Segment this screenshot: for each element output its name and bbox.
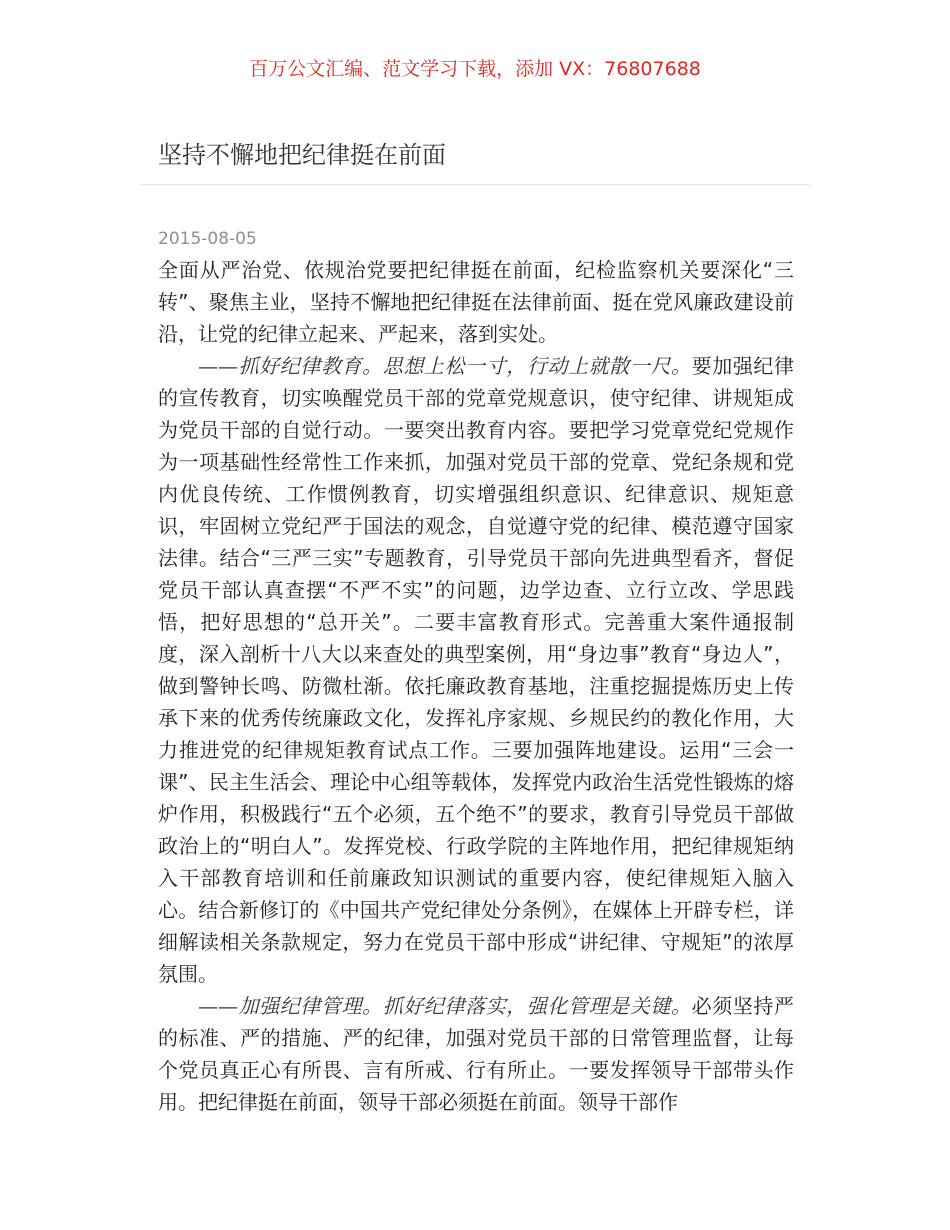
section-paragraph-discipline-management [158,990,794,1118]
title-divider [140,184,810,185]
intro-paragraph: 全面从严治党、依规治党要把纪律挺在前面，纪检监察机关要深化“三转”、聚焦主业，坚持不懈地把纪律挺在法律前面、挺在党风廉政建设前沿，让党的纪律立起来、严起来，落到实处。 [158,258,794,346]
article-title: 坚持不懈地把纪律挺在前面 [158,141,446,169]
section-lead: ——加强纪律管理。抓好纪律落实，强化管理是关键。 [198,994,692,1018]
section-paragraph-discipline-education [158,350,794,990]
publish-date: 2015-08-05 [158,229,257,249]
article-body [158,254,794,1118]
section-body: 要加强纪律的宣传教育，切实唤醒党员干部的党章党规意识，使守纪律、讲规矩成为党员干部的自觉行动。一要突出教育内容。要把学习党章党纪党规作为一项基础性经常性工作来抓，加强对党员干部的党章、党纪条规和党内优良传统、工作惯例教育，切实增强组织意识、纪律意识、规矩意识，牢固树立党纪严于国法的观念，自觉遵守党的纪律、模范遵守国家法律。结合“三严三实”专题教育，引导党员干部向先进典型看齐，督促党员干部认真查摆“不严不实”的问题，边学边查、立行立改、学思践悟，把好思想的“总开关”。二要丰富教育形式。完善重大案件通报制度，深入剖析十八大以来查处的典型案例，用“身边事”教育“身边人”，做到警钟长鸣、防微杜渐。依托廉政教育基地，注重挖掘提炼历史上传承下来的优秀传统廉政文化，发挥礼序家规、乡规民约的教化作用，大力推进党的纪律规矩教育试点工作。三要加强阵地建设。运用“三会一课”、民主生活会、理论中心组等载体，发挥党内政治生活党性锻炼的熔炉作用，积极践行“五个必须，五个绝不”的要求，教育引导党员干部做政治上的“明白人”。发挥党校、行政学院的主阵地作用，把纪律规矩纳入干部教育培训和任前廉政知识测试的重要内容，使纪律规矩入脑入心。结合新修订的《中国共产党纪律处分条例》，在媒体上开辟专栏，详细解读相关条款规定，努力在党员干部中形成“讲纪律、守规矩”的浓厚氛围。 [158,354,795,986]
promo-banner: 百万公文汇编、范文学习下载，添加 VX：76807688 [249,58,701,80]
section-lead: ——抓好纪律教育。思想上松一寸，行动上就散一尺。 [198,354,692,378]
section-body: 必须坚持严的标准、严的措施、严的纪律，加强对党员干部的日常管理监督，让每个党员真正心有所畏、言有所戒、行有所止。一要发挥领导干部带头作用。把纪律挺在前面，领导干部必须挺在前面。领导干部作 [158,994,795,1114]
